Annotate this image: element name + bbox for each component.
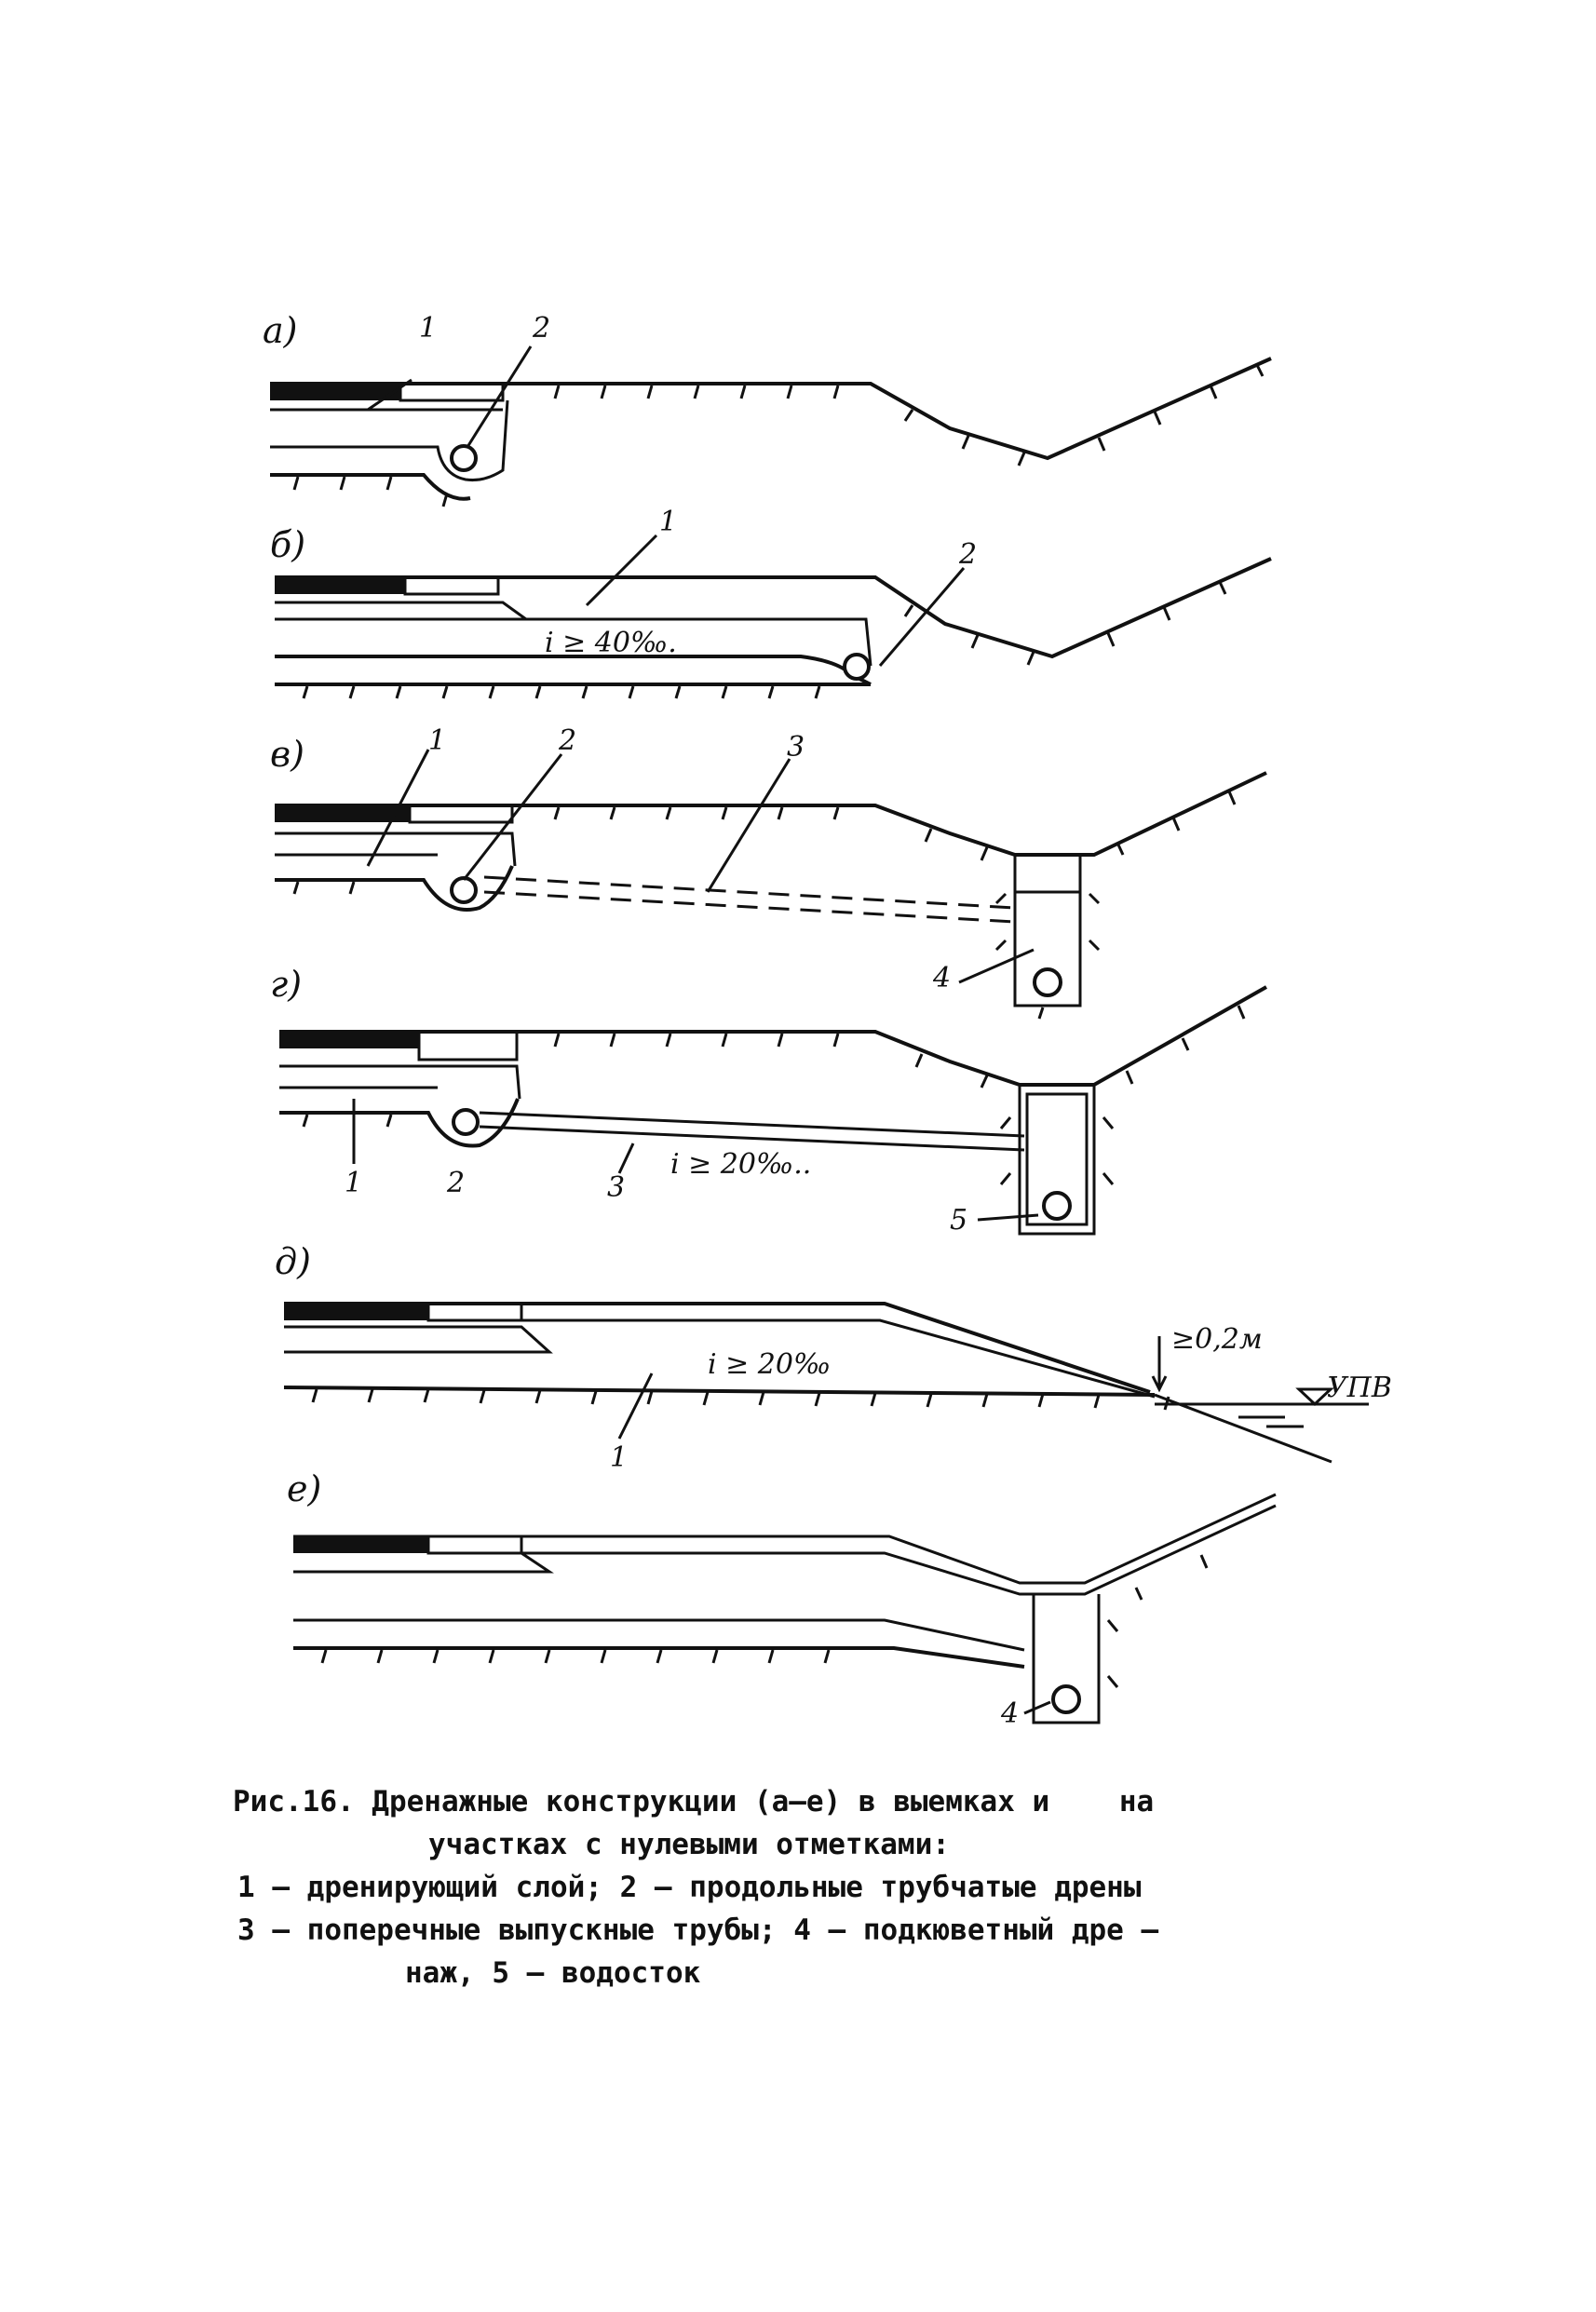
panel-label-e: е): [287, 1468, 322, 1509]
depth-label: ≥0,2м: [1171, 1323, 1263, 1356]
leader-3: [619, 1143, 633, 1173]
storm-drain-pipe: [1044, 1193, 1070, 1219]
caption-legend-line: 3 – поперечные выпускные трубы; 4 – подкюветный дре –: [237, 1913, 1159, 1947]
leader-3: [708, 759, 790, 892]
outlet-pipe-dashed: [484, 877, 1015, 922]
leader-4: [959, 950, 1034, 982]
callout-4: 4: [1001, 1697, 1020, 1730]
subgrade-line: [284, 1387, 1155, 1395]
drain-pipe: [452, 878, 476, 902]
pavement-layer: [275, 577, 405, 594]
panel-label-d: д): [275, 1241, 311, 1282]
pavement-layer: [275, 805, 410, 822]
callout-1: 1: [659, 506, 678, 538]
callout-1: 1: [419, 312, 438, 345]
shoulder-layer: [405, 577, 498, 594]
outlet-pipe: [480, 1113, 1024, 1150]
shoulder-layer: [428, 1304, 521, 1320]
callout-3: 3: [787, 731, 805, 764]
callout-1: 1: [345, 1167, 363, 1199]
drain-pipe: [845, 655, 869, 679]
callout-5: 5: [950, 1204, 968, 1237]
ground-surface: [275, 559, 1271, 656]
leader-4: [1024, 1702, 1050, 1713]
slope-label: i ≥ 20‰: [708, 1348, 832, 1381]
water-level-label: УПВ: [1327, 1372, 1392, 1404]
panel-b: [270, 506, 1271, 698]
depth-arrow: [1153, 1336, 1166, 1389]
callout-1: 1: [610, 1441, 629, 1474]
shoulder-layer: [410, 805, 512, 822]
ground-hatching: [294, 791, 1235, 1019]
panel-label-v: в): [270, 734, 304, 775]
underdrain-pipe: [1035, 969, 1061, 995]
pavement-layer: [284, 1304, 428, 1320]
panel-v: [270, 724, 1266, 1019]
leader-1: [619, 1373, 652, 1439]
shoulder-layer: [400, 384, 503, 400]
subgrade-line: [270, 475, 470, 499]
callout-2: 2: [559, 724, 577, 757]
panel-label-g: г): [270, 964, 303, 1005]
panel-a: [263, 310, 1271, 507]
drain-layer-bottom: [275, 656, 871, 684]
pavement-layer: [279, 1032, 419, 1048]
callout-4: 4: [933, 962, 952, 994]
shoulder-layer: [419, 1032, 517, 1060]
leader-1: [587, 535, 656, 605]
panel-g: [270, 964, 1266, 1237]
callout-1: 1: [428, 724, 447, 757]
slope-label: i ≥ 20‰..: [670, 1148, 812, 1181]
callout-2: 2: [533, 312, 551, 345]
slope-label: i ≥ 40‰.: [545, 627, 677, 659]
callout-3: 3: [607, 1171, 626, 1204]
caption-legend-line: 1 – дренирующий слой; 2 – продольные трубчатые дрены: [237, 1871, 1142, 1904]
pavement-layer: [293, 1536, 428, 1553]
panel-label-a: а): [263, 310, 298, 351]
panel-d: [275, 1241, 1392, 1474]
water-level-marker: [1299, 1389, 1331, 1404]
panel-e: [287, 1468, 1276, 1730]
drain-layer-outline: [293, 1553, 1024, 1650]
shoulder-layer: [428, 1536, 521, 1553]
leader-2: [880, 568, 964, 666]
leader-5: [978, 1215, 1038, 1220]
pavement-layer: [270, 384, 400, 400]
caption-subtitle: участках с нулевыми отметками:: [428, 1828, 950, 1861]
callout-2: 2: [447, 1167, 466, 1199]
callout-2: 2: [959, 538, 978, 571]
figure-caption: [214, 1780, 1425, 1994]
caption-legend-line: наж, 5 – водосток: [405, 1956, 701, 1990]
drain-pipe: [453, 1110, 478, 1134]
panel-label-b: б): [270, 524, 306, 565]
drain-pipe: [452, 446, 476, 470]
drain-layer-outline: [279, 1066, 520, 1099]
underdrain-pipe: [1053, 1686, 1079, 1712]
subgrade-line: [279, 1099, 518, 1146]
caption-title: Рис.16. Дренажные конструкции (а–е) в выемках и на: [233, 1785, 1155, 1819]
